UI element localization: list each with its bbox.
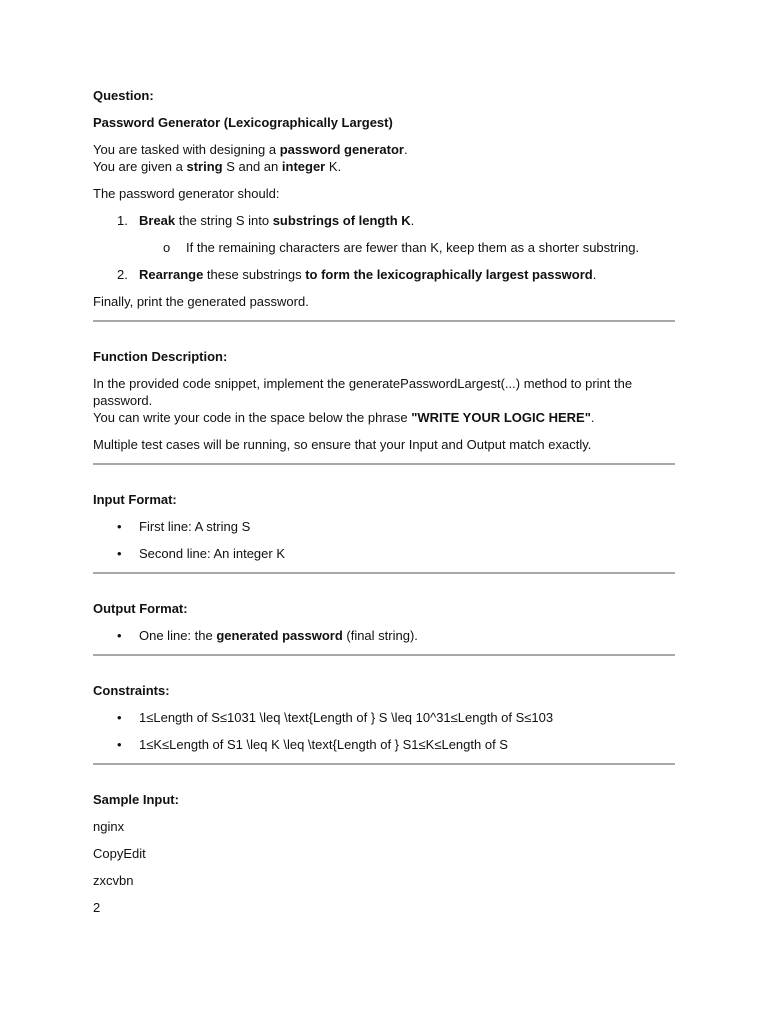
function-description-heading: Function Description: <box>93 349 228 364</box>
document-page <box>93 87 675 926</box>
sample-input-line: CopyEdit <box>93 846 146 861</box>
sample-input-line: 2 <box>93 900 101 915</box>
bullet-icon: • <box>117 737 122 752</box>
step-number: 1. <box>117 213 128 228</box>
intro-paragraph: You are tasked with designing a password generator. You are given a string S and an integer K. <box>93 142 408 174</box>
step-item: 1. Break the string S into substrings of length K. <box>117 213 415 228</box>
sub-step-item: o If the remaining characters are fewer than K, keep them as a shorter substring. <box>163 240 640 255</box>
step-item: 2. Rearrange these substrings to form the lexicographically largest password. <box>117 267 597 282</box>
bullet-icon: • <box>117 546 122 561</box>
list-item: • Second line: An integer K <box>117 546 285 561</box>
list-item: • First line: A string S <box>117 519 251 534</box>
should-text: The password generator should: <box>93 186 280 201</box>
test-cases-note: Multiple test cases will be running, so ensure that your Input and Output match exactly. <box>93 437 592 452</box>
sample-input-line: zxcvbn <box>93 873 134 888</box>
question-label: Question: <box>93 88 154 103</box>
list-item: • 1≤Length of S≤1031 \leq \text{Length of } S \leq 10^31≤Length of S≤103 <box>117 710 554 725</box>
sample-input-heading: Sample Input: <box>93 792 179 807</box>
step-number: 2. <box>117 267 128 282</box>
list-item: • 1≤K≤Length of S1 \leq K \leq \text{Length of } S1≤K≤Length of S <box>117 737 508 752</box>
sample-input-line: nginx <box>93 819 125 834</box>
bullet-icon: • <box>117 628 122 643</box>
horizontal-rule <box>93 320 675 322</box>
bullet-icon: • <box>117 519 122 534</box>
list-item: • One line: the generated password (final string). <box>117 628 418 643</box>
constraints-heading: Constraints: <box>93 683 170 698</box>
output-format-heading: Output Format: <box>93 601 188 616</box>
input-format-heading: Input Format: <box>93 492 177 507</box>
horizontal-rule <box>93 572 675 574</box>
horizontal-rule <box>93 654 675 656</box>
problem-title: Password Generator (Lexicographically Largest) <box>93 115 393 130</box>
finally-text: Finally, print the generated password. <box>93 294 309 309</box>
horizontal-rule <box>93 763 675 765</box>
sub-bullet: o <box>163 240 171 255</box>
function-description-body: In the provided code snippet, implement the generatePasswordLargest(...) method to print the password. You can write your code in the space below the phrase "WRITE YOUR LOGIC HERE". <box>93 376 633 425</box>
horizontal-rule <box>93 463 675 465</box>
bullet-icon: • <box>117 710 122 725</box>
